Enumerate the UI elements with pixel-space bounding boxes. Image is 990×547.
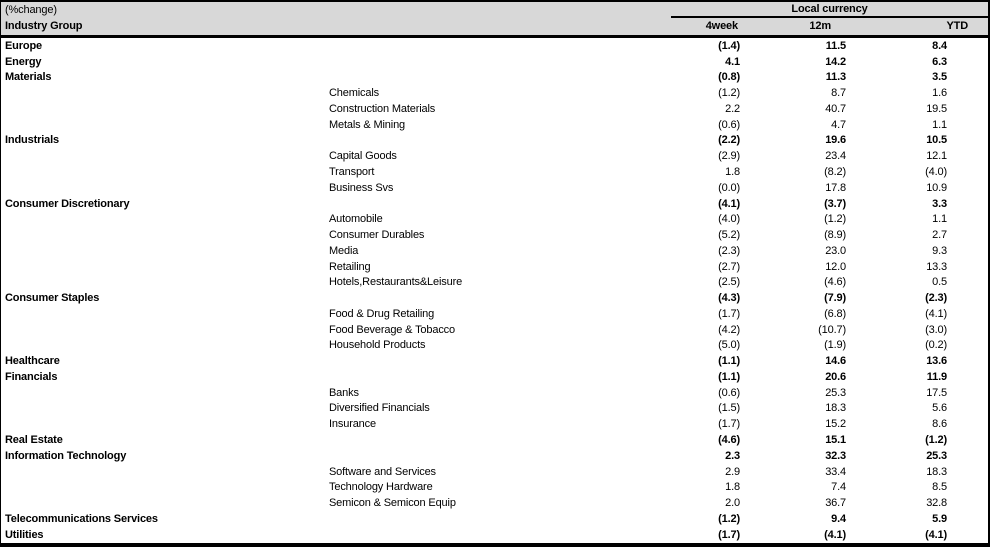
table-row: [1, 322, 988, 338]
value-12m: 17.8: [825, 181, 846, 194]
row-label: Automobile: [329, 213, 383, 226]
table-row: [1, 385, 988, 401]
row-label: Metals & Mining: [329, 118, 406, 131]
value-ytd: (4.1): [925, 307, 947, 320]
value-4week: (1.5): [718, 402, 740, 415]
table-row: [1, 527, 988, 543]
value-ytd: 12.1: [926, 150, 947, 163]
value-4week: 1.8: [725, 166, 740, 178]
value-12m: (4.1): [824, 528, 846, 541]
row-label: Household Products: [329, 339, 426, 352]
value-ytd: 3.3: [932, 197, 947, 210]
value-4week: (1.1): [718, 370, 740, 383]
value-ytd: 9.3: [932, 244, 947, 257]
value-ytd: (3.0): [925, 323, 947, 336]
value-ytd: 32.8: [926, 497, 947, 510]
value-12m: 11.5: [825, 39, 846, 52]
row-label: Consumer Staples: [5, 292, 100, 305]
value-ytd: 17.5: [926, 386, 947, 399]
value-ytd: 8.6: [932, 418, 947, 431]
value-12m: 23.4: [825, 150, 846, 163]
value-4week: (1.7): [718, 418, 740, 431]
value-4week: (2.3): [718, 244, 740, 257]
value-ytd: 10.9: [926, 181, 947, 194]
table-row: [1, 101, 988, 117]
value-4week: (0.0): [718, 181, 740, 194]
value-ytd: 2.7: [932, 229, 947, 242]
row-label: Business Svs: [329, 181, 394, 194]
value-12m: 20.6: [825, 370, 846, 383]
row-label: Chemicals: [329, 87, 379, 100]
value-4week: 4.1: [725, 55, 740, 68]
value-12m: 40.7: [825, 102, 846, 115]
value-ytd: 6.3: [932, 55, 947, 68]
value-12m: (1.2): [824, 213, 846, 226]
value-4week: (4.2): [718, 323, 740, 336]
table-row: [1, 38, 988, 54]
value-12m: 11.3: [825, 71, 846, 84]
value-ytd: 3.5: [932, 71, 947, 84]
row-label: Consumer Discretionary: [5, 197, 130, 210]
industry-group-header: Industry Group: [5, 20, 83, 32]
table-row: [1, 464, 988, 480]
value-ytd: 1.6: [932, 87, 947, 100]
value-4week: (4.1): [718, 197, 740, 210]
row-label: Semicon & Semicon Equip: [329, 497, 456, 510]
value-12m: 4.7: [831, 118, 846, 131]
value-4week: (1.7): [718, 307, 740, 320]
value-12m: (6.8): [824, 307, 846, 320]
value-ytd: (4.0): [925, 166, 947, 178]
value-ytd: (0.2): [925, 339, 947, 352]
value-12m: 15.2: [825, 418, 846, 431]
row-label: Utilities: [5, 528, 44, 541]
table-row: [1, 290, 988, 306]
table-row: [1, 148, 988, 164]
row-label: Insurance: [329, 418, 376, 431]
value-4week: (1.4): [718, 39, 740, 52]
table-row: [1, 353, 988, 369]
table-row: [1, 369, 988, 385]
value-ytd: 10.5: [926, 134, 947, 147]
row-label: Europe: [5, 39, 42, 52]
value-ytd: 5.6: [932, 402, 947, 415]
column-header-ytd: YTD: [946, 20, 968, 32]
value-4week: (0.8): [718, 71, 740, 84]
value-4week: (4.6): [718, 434, 740, 447]
value-ytd: 25.3: [926, 449, 947, 462]
table-row: [1, 511, 988, 527]
row-label: Energy: [5, 55, 42, 68]
value-12m: 7.4: [831, 481, 846, 494]
value-ytd: 0.5: [932, 276, 947, 289]
row-label: Media: [329, 244, 359, 257]
table-row: [1, 259, 988, 275]
percent-change-label: (%change): [5, 4, 57, 16]
table-row: [1, 243, 988, 259]
value-12m: 36.7: [825, 497, 846, 510]
value-12m: 23.0: [825, 244, 846, 257]
value-ytd: 1.1: [932, 118, 947, 131]
table-row: [1, 164, 988, 180]
value-12m: 9.4: [831, 512, 846, 525]
value-4week: (1.7): [718, 528, 740, 541]
value-4week: (2.9): [718, 150, 740, 163]
header-row-columns: [1, 18, 988, 35]
row-label: Information Technology: [5, 449, 127, 462]
value-4week: 2.3: [725, 449, 740, 462]
value-12m: (8.9): [824, 229, 846, 242]
row-label: Healthcare: [5, 355, 60, 368]
value-4week: 2.0: [725, 497, 740, 510]
value-12m: (1.9): [824, 339, 846, 352]
value-12m: 12.0: [825, 260, 846, 273]
table-row: [1, 416, 988, 432]
value-12m: 18.3: [825, 402, 846, 415]
row-label: Diversified Financials: [329, 402, 430, 415]
row-label: Construction Materials: [329, 102, 436, 115]
table-row: [1, 117, 988, 133]
table-header: [1, 2, 988, 35]
table-row: [1, 479, 988, 495]
table-row: [1, 180, 988, 196]
table-row: [1, 495, 988, 511]
table-row: [1, 448, 988, 464]
currency-group-header: Local currency: [671, 2, 988, 18]
table-row: [1, 211, 988, 227]
table-row: [1, 306, 988, 322]
table-row: [1, 85, 988, 101]
row-label: Materials: [5, 71, 52, 84]
value-4week: (2.5): [718, 276, 740, 289]
value-4week: (2.7): [718, 260, 740, 273]
value-4week: (4.3): [718, 292, 740, 305]
row-label: Capital Goods: [329, 150, 397, 163]
value-4week: (4.0): [718, 213, 740, 226]
table-row: [1, 274, 988, 290]
value-4week: 2.9: [725, 465, 740, 478]
value-4week: (0.6): [718, 118, 740, 131]
value-ytd: 13.3: [926, 260, 947, 273]
table-row: [1, 432, 988, 448]
value-12m: 15.1: [825, 434, 846, 447]
value-12m: 14.6: [825, 355, 846, 368]
row-label: Industrials: [5, 134, 59, 147]
row-label: Transport: [329, 166, 375, 178]
value-ytd: 5.9: [932, 512, 947, 525]
table-row: [1, 133, 988, 149]
value-4week: 1.8: [725, 481, 740, 494]
value-4week: (1.1): [718, 355, 740, 368]
table-row: [1, 196, 988, 212]
table-row: [1, 338, 988, 354]
row-label: Food & Drug Retailing: [329, 307, 435, 320]
table-row: [1, 227, 988, 243]
value-ytd: 19.5: [926, 102, 947, 115]
column-header-12m: 12m: [809, 20, 831, 32]
value-4week: (5.0): [718, 339, 740, 352]
value-4week: (2.2): [718, 134, 740, 147]
value-ytd: 8.5: [932, 481, 947, 494]
column-header-4week: 4week: [705, 20, 738, 32]
row-label: Consumer Durables: [329, 229, 425, 242]
row-label: Software and Services: [329, 465, 436, 478]
row-label: Real Estate: [5, 434, 63, 447]
value-4week: (5.2): [718, 229, 740, 242]
value-12m: (7.9): [824, 292, 846, 305]
value-4week: (1.2): [718, 87, 740, 100]
value-12m: (10.7): [818, 323, 846, 336]
value-12m: 19.6: [825, 134, 846, 147]
row-label: Food Beverage & Tobacco: [329, 323, 455, 336]
table-row: [1, 54, 988, 70]
value-ytd: (4.1): [925, 528, 947, 541]
row-label: Telecommunications Services: [5, 512, 158, 525]
table-body: [1, 38, 988, 543]
table-row: [1, 401, 988, 417]
value-4week: (0.6): [718, 386, 740, 399]
value-ytd: 13.6: [926, 355, 947, 368]
header-row-currency: [1, 2, 988, 18]
row-label: Hotels,Restaurants&Leisure: [329, 276, 463, 289]
value-ytd: 8.4: [932, 39, 947, 52]
value-4week: 2.2: [725, 102, 740, 115]
value-12m: (8.2): [824, 166, 846, 178]
value-12m: 25.3: [825, 386, 846, 399]
row-label: Retailing: [329, 260, 371, 273]
value-ytd: 1.1: [932, 213, 947, 226]
value-12m: 33.4: [825, 465, 846, 478]
value-12m: 32.3: [825, 449, 846, 462]
value-12m: (3.7): [824, 197, 846, 210]
value-12m: 8.7: [831, 87, 846, 100]
value-12m: (4.6): [824, 276, 846, 289]
row-label: Financials: [5, 370, 58, 383]
value-ytd: 11.9: [926, 370, 947, 383]
value-ytd: (1.2): [925, 434, 947, 447]
value-4week: (1.2): [718, 512, 740, 525]
table-row: [1, 70, 988, 86]
row-label: Technology Hardware: [329, 481, 433, 494]
value-ytd: (2.3): [925, 292, 947, 305]
row-label: Banks: [329, 386, 359, 399]
value-12m: 14.2: [825, 55, 846, 68]
value-ytd: 18.3: [926, 465, 947, 478]
